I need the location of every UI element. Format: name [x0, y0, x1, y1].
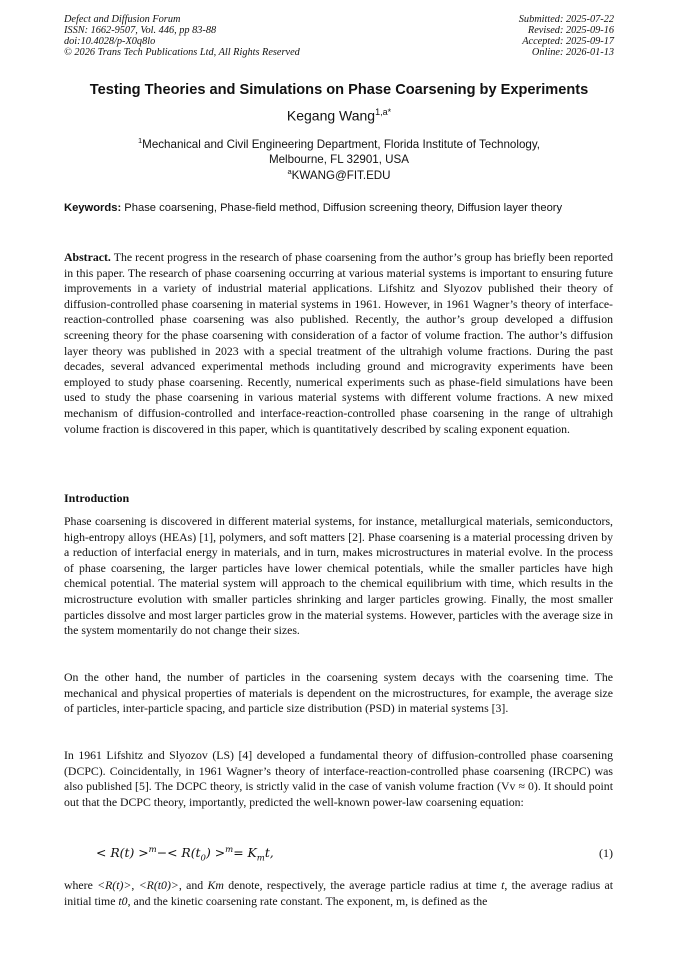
submitted-date: Submitted: 2025-07-22: [518, 14, 614, 25]
journal-header-right: [519, 14, 614, 58]
eq-subscript-0: 0: [200, 853, 206, 864]
keywords-label: Keywords:: [64, 202, 122, 214]
equation-1: [96, 845, 274, 864]
author-name: Kegang Wang: [286, 107, 376, 124]
keywords-text: Phase coarsening, Phase-field method, Diffusion screening theory, Diffusion layer theory: [121, 202, 563, 214]
intro-paragraph-1: Phase coarsening is discovered in different material systems, for instance, metallurgical materials, semiconductors, high-entropy alloys (HEAs) [1], polymers, and soft matters [2]. Phase coarsening is a material processing driven by a reduction of interfacial energy in materials, and in turn, makes microstructures in material evolve. In the process of phase coarsening, the larger particles have lower chemical potentials, while the smaller particles have high chemical potential. The material system will approach to the chemical equilibrium with time, which results in the microstructure evolution with smaller particles shrinking and larger particles growing. Finally, the most smaller particles dissolve and most larger particles grow in the material systems. However, particles with the average size in the system momentarily do not change their sizes.: [64, 514, 613, 638]
online-date: Online: 2026-01-13: [531, 47, 614, 58]
p4-initial-radius: <R(t0)>: [138, 878, 179, 892]
eq-term-1: < R(t) >: [96, 845, 149, 861]
equation-number: (1): [599, 846, 613, 860]
eq-rhs-t: t,: [264, 845, 274, 861]
email-superscript: a: [287, 167, 292, 176]
abstract-text: The recent progress in the research of phase coarsening from the author’s group has briefly been reported in this paper. The research of phase coarsening occurring at various material systems is important to ensuring future improvements in a variety of industrial material applications. Lifshitz and Slyozov published their theory of diffusion-controlled phase coarsening in material systems in 1961. However, in 1961 Wagner’s theory of interface-reaction-controlled phase coarsening was also published. Recently, the author’s group developed a diffusion screening theory for the phase coarsening with consideration of a factor of volume fraction. The author’s diffusion layer theory was published in 2023 with a special treatment of the ultrahigh volume fractions. During the past decades, several advanced experimental methods including ground and microgravity experiments have been employed to study phase coarsening. Recently, numerical experiments such as phase-field simulations have been used to study the phase coarsening in various material systems with different volume fractions. A new mixed mechanism of diffusion-controlled and interface-reaction-controlled phase coarsening in the range of ultrahigh volume fraction is discovered in this paper, which is quantitatively described by scaling exponent equation.: [64, 250, 613, 436]
introduction-heading: Introduction: [64, 491, 130, 505]
author-superscript: 1,a*: [375, 107, 392, 117]
p4-initial-time: t0: [118, 893, 128, 908]
p4-text-b: ,: [131, 878, 139, 892]
p4-time: t: [501, 878, 505, 892]
eq-rhs-k: = K: [233, 845, 257, 861]
journal-header-left: [64, 14, 300, 58]
paper-title: Testing Theories and Simulations on Phase Coarsening by Experiments: [89, 82, 589, 98]
eq-exponent-2: m: [225, 845, 234, 855]
abstract-label: Abstract.: [64, 250, 111, 264]
intro-paragraph-4: [64, 878, 613, 909]
p4-text-c: , and: [178, 878, 208, 892]
eq-exponent-1: m: [148, 845, 157, 855]
affiliation-line-1: Mechanical and Civil Engineering Department, Florida Institute of Technology,: [142, 137, 540, 151]
abstract: [64, 250, 613, 437]
revised-date: Revised: 2025-09-16: [527, 25, 614, 36]
p4-text-a: where: [64, 878, 98, 892]
intro-paragraph-2: On the other hand, the number of particles in the coarsening system decays with the coarsening time. The mechanical and physical properties of materials is dependent on the microstructures, for example, the average size of particles, inter-particle spacing, and particle size distribution (PSD) in material systems [3].: [64, 670, 613, 716]
p4-avg-radius: <R(t)>: [97, 878, 132, 892]
email-address[interactable]: KWANG@FIT.EDU: [291, 168, 391, 182]
journal-name: Defect and Diffusion Forum: [64, 14, 181, 25]
author-email: [0, 167, 678, 182]
eq-subscript-m: m: [256, 853, 265, 864]
eq-term-2-end: ) >: [205, 845, 226, 861]
issn-line: ISSN: 1662-9507, Vol. 446, pp 83-88: [64, 25, 217, 36]
p4-text-d: denote, respectively, the average particle radius at time: [223, 878, 502, 892]
eq-term-2: < R(t: [167, 845, 201, 861]
doi-line[interactable]: doi:10.4028/p-X0q8lo: [64, 36, 156, 47]
affiliation-superscript: 1: [137, 136, 143, 145]
affiliation-line-2: Melbourne, FL 32901, USA: [268, 152, 410, 166]
eq-minus: −: [156, 845, 168, 861]
p4-text-f: , and the kinetic coarsening rate constant. The exponent, m, is defined as the: [127, 893, 488, 908]
accepted-date: Accepted: 2025-09-17: [522, 36, 614, 47]
affiliation: [0, 133, 678, 167]
p4-rate-constant: Km: [207, 878, 224, 892]
p4-text-e: , the average radius at initial time: [64, 878, 614, 908]
copyright-line: © 2026 Trans Tech Publications Ltd, All Rights Reserved: [64, 47, 300, 58]
author-line: [0, 107, 678, 124]
keywords: [64, 201, 613, 217]
intro-paragraph-3: In 1961 Lifshitz and Slyozov (LS) [4] developed a fundamental theory of diffusion-controlled phase coarsening (DCPC). Coincidentally, in 1961 Wagner’s theory of interface-reaction-controlled phase coarsening (IRCPC) was also published [5]. The DCPC theory, is strictly valid in the case of vanish volume fraction (Vv ≈ 0). It should point out that the DCPC theory, importantly, predicted the well-known power-law coarsening equation:: [64, 748, 613, 809]
